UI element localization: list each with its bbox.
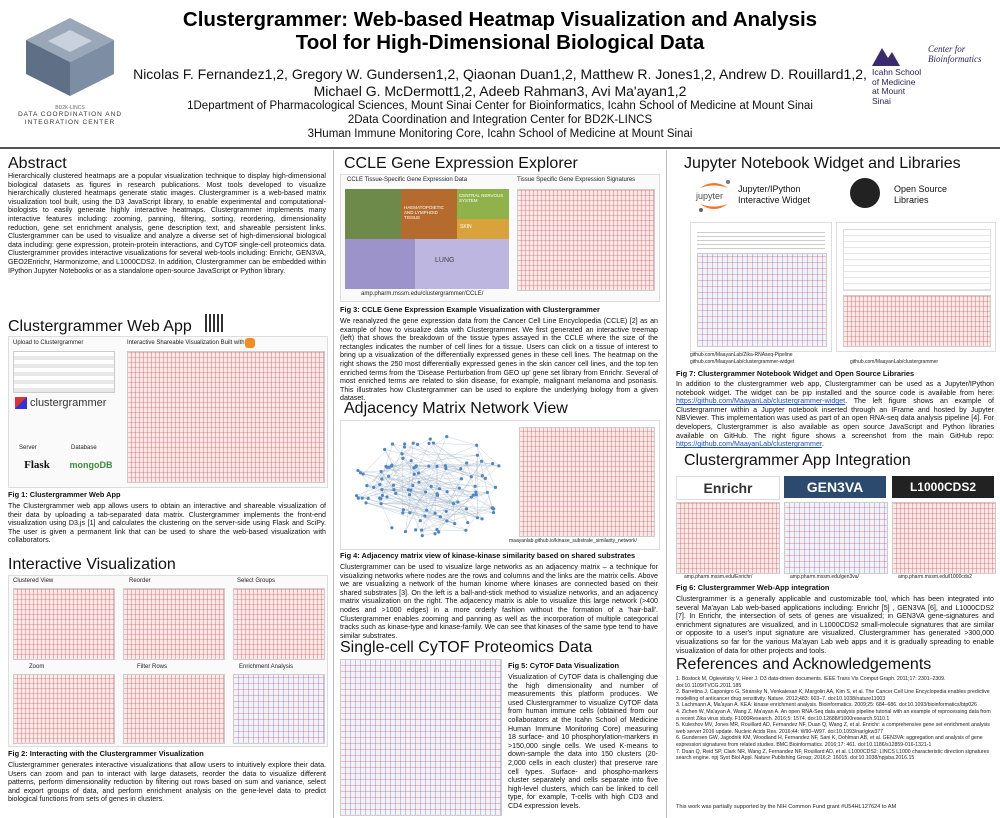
- jupyter-url-3: github.com/MaayanLab/clustergrammer: [850, 359, 939, 365]
- bioinformatics-center: Center for Bioinformatics: [928, 44, 982, 64]
- network-node: [419, 519, 422, 522]
- network-edge: [357, 496, 455, 524]
- integration-text: Clustergrammer is a generally applicable and customizable tool, which has been integrated into several Ma'ayan Lab web-based applications including: Enrichr [5] , GEN3VA [6], and L1000CDS2 [7]. In Enrichr, the intersection of sets of genes are visualized; in GEN3VA gene-signatures and enrichment signatures are visualized, and in L1000CDS2 small-molecule signatures that are similar or opposite to a user's input signature are visualized. Clustergrammer has generated >300,000 visualizations so far for the various Ma'ayan Lab web apps and it is gradually spreading to enable visualization of data for other projects and tools.: [676, 595, 994, 655]
- network-node: [474, 485, 477, 488]
- network-node: [394, 492, 397, 495]
- network-node: [400, 452, 403, 455]
- enrichr-heatmap: [676, 502, 780, 574]
- widget-repo-link[interactable]: https://github.com/MaayanLab/clustergrammer-widget: [676, 397, 846, 406]
- network-node: [380, 477, 383, 480]
- network-edge: [477, 445, 488, 492]
- header-divider: [0, 147, 1000, 149]
- notebook-text-block: [697, 229, 825, 249]
- clustered-view-heatmap: [13, 588, 115, 660]
- ccle-treemap: [345, 189, 509, 289]
- reference-item: 4. Zichen W, Ma'ayan A, Wang Z, Ma'ayan A. An open RNA-Seq data analysis pipeline tutorial with an example of reprocessing data from a recent Zika virus study. F1000Research. 2016;5: 1574. doi:10.12688/f1000research.9110.1: [676, 708, 991, 722]
- cytof-heatmap: [340, 659, 502, 816]
- network-node: [391, 442, 394, 445]
- reference-item: 5. Kuleshov MV, Jones MR, Rouillard AD, Fernandez NF, Duan Q, Wang Z, et al. Enrichr: a comprehensive gene set enrichment analysis web server 2016 update. Nucleic Acids Res. 2016;44: W90–W97. doi:10.1093/nar/gkw377: [676, 722, 990, 735]
- network-edge: [410, 479, 462, 495]
- affiliation-1: 1Department of Pharmacological Sciences, Mount Sinai Center for Bioinformatics, Icahn School of Medicine at Mount Sinai: [187, 100, 813, 112]
- network-node: [411, 484, 414, 487]
- network-node: [410, 459, 413, 462]
- interactive-figure: [8, 575, 328, 747]
- network-node: [446, 490, 449, 493]
- network-node: [415, 464, 418, 467]
- main-repo-link[interactable]: https://github.com/MaayanLab/clustergrammer: [676, 440, 822, 449]
- network-node: [380, 502, 383, 505]
- treemap-tile: [345, 239, 415, 289]
- fig6-caption: Fig 6: Clustergrammer Web-App integration: [676, 583, 830, 592]
- oss-label: Open Source Libraries: [894, 184, 948, 205]
- network-node: [385, 495, 388, 498]
- network-node: [458, 487, 461, 490]
- network-node: [436, 492, 439, 495]
- acknowledgement: This work was partially supported by the NIH Common Fund grant #U54HL127624 to AM: [676, 804, 897, 810]
- network-node: [435, 465, 438, 468]
- network-node: [412, 442, 415, 445]
- webapp-heatmap-thumbnail: [127, 351, 325, 483]
- network-edge: [385, 449, 410, 494]
- network-node: [427, 465, 430, 468]
- network-node: [380, 470, 383, 473]
- network-node: [381, 494, 384, 497]
- network-node: [432, 441, 435, 444]
- column-divider-1: [333, 150, 334, 818]
- network-edge: [402, 454, 477, 456]
- network-node: [372, 486, 375, 489]
- network-node: [484, 477, 487, 480]
- affiliation-2: 2Data Coordination and Integration Center for BD2K-LINCS: [347, 114, 653, 126]
- fig1-caption: Fig 1: Clustergrammer Web App: [8, 490, 121, 499]
- share-label: Interactive Shareable Visualization Built with: [127, 340, 245, 346]
- bd2k-logo: [10, 10, 130, 130]
- bd2k-cube-icon: [10, 10, 130, 100]
- references-list: [676, 676, 994, 762]
- gen3va-url: amp.pharm.mssm.edu/gen3va/: [790, 574, 859, 580]
- fig2-caption: Fig 2: Interacting with the Clustergrammer Visualization: [8, 749, 204, 758]
- fig3-caption: Fig 3: CCLE Gene Expression Example Visualization with Clustergrammer: [340, 305, 600, 314]
- network-node: [492, 511, 495, 514]
- network-node: [439, 515, 442, 518]
- github-octocat-icon: [850, 178, 880, 208]
- jupyter-text: [676, 380, 994, 449]
- reference-item: 7. Duan Q, Reid SP, Clark NR, Wang Z, Fernandez NF, Rouillard AD, et al. L1000CDS2: LINCS L1000 characteristic direction signatures search engine. npj Syst Biol Appl. Nature Publishing Group; 2016;2: 16015. doi:10.1038/npjsba.2016.15: [676, 748, 990, 762]
- treemap-label-skin: SKIN: [460, 224, 472, 230]
- network-node: [445, 510, 448, 513]
- network-node: [392, 488, 395, 491]
- filter-rows-heatmap: [123, 674, 225, 744]
- title-line-1: Clustergrammer: Web-based Heatmap Visualization and Analysis: [182, 8, 818, 31]
- network-node: [427, 442, 430, 445]
- reorder-heatmap: [123, 588, 225, 660]
- authors: [130, 66, 870, 100]
- fig7-caption: Fig 7: Clustergrammer Notebook Widget and Open Source Libraries: [676, 369, 915, 378]
- jupyter-text-c: .: [821, 440, 824, 449]
- network-node: [456, 500, 459, 503]
- network-node: [476, 516, 479, 519]
- adjacency-title: Adjacency Matrix Network View: [344, 400, 568, 417]
- kinase-network-graph: [345, 425, 515, 545]
- repo-heatmap: [843, 295, 991, 347]
- webapp-figure: [8, 336, 328, 488]
- network-node: [387, 475, 390, 478]
- network-node: [444, 464, 447, 467]
- adjacency-matrix-heatmap: [519, 427, 655, 537]
- network-node: [464, 529, 467, 532]
- treemap-tile: [457, 189, 509, 219]
- network-edge: [471, 497, 492, 508]
- mount-sinai-mountain-icon: [872, 44, 900, 66]
- treemap-label-haem: HAEMATOPOIETIC AND LYMPHOID TISSUE: [404, 205, 444, 220]
- l1000cds2-url: amp.pharm.mssm.edu/l1000cds2: [898, 574, 972, 580]
- network-node: [470, 475, 473, 478]
- l1000cds2-logo-text: L1000CDS2: [909, 480, 977, 494]
- network-node: [359, 471, 362, 474]
- adjacency-text: Clustergrammer can be used to visualize large networks as an adjacency matrix – a technique for visualizing networks where nodes are the rows and columns and the links are the matrix cells. Above we are visualizing a network of the human kinome where kinases are connected based on their shared substrates [3]. On the left is a ball-and-stick method to visualize networks, and an adjacency matrix visualization on the right. The adjacency matrix is able to visualize this large network (>400 nodes and >1000 edges) in a more orderly fashion without the formation of a 'hair-ball'. Clustergrammer enables zooming and panning as well as the incorporation of multiple categorical tracks such as kinase-type and kinase-family. We can see that kinases of the same type tend to have similar substrates.: [340, 563, 658, 640]
- network-node: [401, 511, 404, 514]
- network-edge: [402, 439, 430, 454]
- reference-item: 1. Bostock M, Ogievetsky V, Heer J. D3 data-driven documents. IEEE Trans Vis Comput Graph. 2011;17: 2301–2309. doi:10.1109/TVCG.2011.185: [676, 676, 946, 689]
- affiliation-3: 3Human Immune Monitoring Core, Icahn School of Medicine at Mount Sinai: [307, 128, 693, 140]
- network-edge: [374, 487, 455, 523]
- authors-line-2: Michael G. McDermott1,2, Adeeb Rahman3, Avi Ma'ayan1,2: [313, 83, 687, 99]
- reference-item: 2. Barretina J, Caponigro G, Stransky N, Venkatesan K, Margolin AA, Kim S, et al. The Cancer Cell Line Encyclopedia enables predictive modelling of anticancer drug sensitivity. Nature. 2012;483: 603–7. doi:10.1038/nature11003: [676, 689, 990, 702]
- network-node: [383, 448, 386, 451]
- references-title: References and Acknowledgements: [676, 656, 932, 673]
- server-label: Server: [19, 445, 37, 451]
- ccle-title: CCLE Gene Expression Explorer: [344, 155, 578, 172]
- integration-title: Clustergrammer App Integration: [684, 452, 911, 469]
- bd2k-small-label: BD2K-LINCS: [55, 105, 85, 111]
- clustergrammer-logo: [15, 395, 111, 411]
- network-node: [409, 489, 412, 492]
- network-node: [460, 477, 463, 480]
- network-node: [390, 464, 393, 467]
- mongodb-logo: [65, 455, 117, 475]
- network-node: [475, 444, 478, 447]
- interactive-title: Interactive Visualization: [8, 556, 176, 573]
- ccle-text: We reanalyzed the gene expression data from the Cancer Cell Line Encyclopedia (CCLE) [2] as an example of how to visualize data with Clustergrammer. We first generated an interactive treemap (left) that shows the breakdown of the tissue types assayed in the CCLE where the size of the rectangles indicates the number of cell lines for a tissue. Users can click on a tissue of interest to bring up a visualization of the differentially expressed genes in these cell lines. The heatmap on the right shows the 250 most differentially expressed genes in the skin cancer cell lines, and the top ten enriched terms from the 'Disease Perturbation from GEO up' gene set library from Enrichr. Several of most enriched terms are related to skin disease, for example, malignant melanoma and psoriasis. This illustrates how Clustergrammer can be used to explore the underlying biology from a given dataset.: [340, 317, 658, 403]
- network-edge: [433, 443, 495, 487]
- network-node: [421, 534, 424, 537]
- network-edge: [477, 445, 496, 487]
- label-clustered-view: Clustered View: [13, 578, 54, 584]
- network-node: [417, 481, 420, 484]
- network-node: [416, 443, 419, 446]
- network-node: [378, 483, 381, 486]
- network-node: [475, 493, 478, 496]
- mount-sinai-school: Icahn School of Medicine at Mount Sinai: [872, 67, 922, 106]
- network-node: [403, 445, 406, 448]
- zoom-heatmap: [13, 674, 115, 744]
- network-node: [430, 485, 433, 488]
- enrichr-logo-text: Enrichr: [703, 480, 753, 496]
- network-node: [433, 532, 436, 535]
- treemap-tile: [415, 239, 509, 289]
- network-node: [445, 435, 448, 438]
- jupyter-widget-label: Jupyter/IPython Interactive Widget: [738, 184, 811, 205]
- jupyter-title: Jupyter Notebook Widget and Libraries: [684, 155, 961, 172]
- network-node: [408, 493, 411, 496]
- reference-item: 3. Lachmann A, Ma'ayan A. KEA: kinase enrichment analysis. Bioinformatics. 2009;25: 684–686. doi:10.1093/bioinformatics/btp026: [676, 702, 977, 709]
- network-node: [420, 529, 423, 532]
- network-node: [494, 486, 497, 489]
- network-edge: [363, 444, 392, 474]
- network-node: [476, 454, 479, 457]
- jupyter-text-a: In addition to the clustergrammer web app, Clustergrammer can be used as a Jupyter/IPython notebook widget. The widget can be pip installed and the source code is available from here:: [676, 380, 994, 397]
- title-line-2: Tool for High-Dimensional Biological Data: [295, 31, 705, 54]
- mongodb-label: mongoDB: [69, 460, 113, 470]
- jupyter-url-2: github.com/MaayanLab/clustergrammer-widget: [690, 359, 795, 365]
- poster-title: [140, 8, 860, 54]
- network-node: [466, 521, 469, 524]
- network-node: [474, 491, 477, 494]
- network-node: [424, 490, 427, 493]
- label-reorder: Reorder: [129, 578, 151, 584]
- network-node: [390, 526, 393, 529]
- fig4-caption: Fig 4: Adjacency matrix view of kinase-kinase similarity based on shared substrates: [340, 551, 636, 560]
- network-node: [364, 501, 367, 504]
- network-node: [365, 484, 368, 487]
- ccle-left-label: CCLE Tissue-Specific Gene Expression Data: [347, 177, 468, 183]
- repo-file-list: [843, 229, 991, 291]
- network-node: [465, 507, 468, 510]
- network-node: [425, 509, 428, 512]
- label-enrichment: Enrichment Analysis: [239, 664, 294, 670]
- ccle-signature-heatmap: [517, 189, 655, 291]
- treemap-label-lung: LUNG: [435, 257, 455, 264]
- network-edge: [477, 445, 499, 466]
- network-node: [453, 522, 456, 525]
- github-repo-screenshot: [836, 222, 996, 352]
- select-groups-heatmap: [233, 588, 325, 660]
- ccle-figure: [340, 174, 660, 302]
- network-node: [438, 487, 441, 490]
- l1000cds2-logo: [892, 476, 994, 498]
- treemap-tile: [345, 189, 401, 239]
- gen3va-logo-text: GEN3VA: [806, 479, 864, 495]
- treemap-tile: [401, 189, 457, 239]
- ccle-url: amp.pharm.mssm.edu/clustergrammer/CCLE/: [361, 291, 484, 297]
- webapp-text: The Clustergrammer web app allows users to obtain an interactive and shareable visualization of their data by uploading a tab-separated data matrix. Clustergrammer implements the front-end visualization using D3.js [1] and calculates the clustering on the server-side using Flask and SciPy. The user is given a permanent link that can be used to share the web-based visualization with collaborators.: [8, 502, 326, 545]
- network-node: [392, 484, 395, 487]
- ccle-right-label: Tissue Specific Gene Expression Signatures: [517, 177, 636, 183]
- network-node: [472, 493, 475, 496]
- webapp-title: Clustergrammer Web App: [8, 318, 192, 335]
- jupyter-logo-text: jupyter: [696, 191, 724, 201]
- abstract-text: Hierarchically clustered heatmaps are a popular visualization technique to display high-dimensional biological datasets as figures in research publications. Most tools developed to visualize hierarchically clustered heatmaps generate static images. Clustergrammer is a web-based matrix visualization tool built, using the D3 JavaScript library, to enable experimental and computational-biologists to easily generate highly interactive heatmaps. Clustergrammer implements many interactive features including: zooming, panning, filtering, sorting, reordering, dimensionality reduction, gene set enrichment analysis, gene description text, and shareable persistent links. Clustergrammer can be used to visualize and analyze a diverse set of high-dimensional biological data including: gene expression, protein-protein interactions, and CyTOF single-cell proteomics data. Clustergrammer provides interactive visualizations for several web-tools including: Enrichr, GEN3VA, GEO2Enrichr, Harmonizome, and L1000CDS2. In addition, Clustergrammer can be embedded within IPython Jupyter Notebooks or as a standalone open-source JavaScript or Python library.: [8, 172, 326, 275]
- network-node: [417, 471, 420, 474]
- gen3va-heatmap: [784, 502, 888, 574]
- jupyter-logo: [694, 178, 734, 214]
- network-node: [401, 457, 404, 460]
- network-node: [384, 465, 387, 468]
- network-node: [452, 502, 455, 505]
- network-node: [356, 469, 359, 472]
- jupyter-url-1: github.com/MaayanLab/Zika-RNAseq-Pipeline: [690, 352, 793, 358]
- network-node: [486, 491, 489, 494]
- network-edge: [360, 473, 381, 504]
- network-node: [497, 464, 500, 467]
- treemap-tile: [457, 219, 509, 239]
- d3-icon: [245, 338, 255, 348]
- clustergrammer-logo-icon: [15, 397, 27, 409]
- network-node: [414, 528, 417, 531]
- upload-label: Upload to Clustergrammer: [13, 340, 84, 346]
- enrichr-url: amp.pharm.mssm.edu/Enrichr/: [684, 574, 753, 580]
- network-node: [408, 511, 411, 514]
- mount-sinai-logo: [872, 44, 992, 114]
- network-node: [459, 467, 462, 470]
- bd2k-logo-text: DATA COORDINATION AND INTEGRATION CENTER: [17, 111, 123, 126]
- network-node: [355, 494, 358, 497]
- cytof-text: Visualization of CyTOF data is challenging due the high dimensionality and number of measurements this platform produces. We used Clustergrammer to visualize CyTOF data from human immune cells (obtained from our collaborators at the Icahn School of Medicine Human Immune Monitoring Core) measuring 18 surface- and 10 phosphorylation-markers in >150,000 single cells. We used K-means to down-sample the data into 150 clusters (20-2,000 cells in each cluster) that preserve rare cell types. Surface- and phospho-markers cluster separately and cells separate into five high-level clusters, which can be linked to cell type, for example, T-cells with high CD3 and CD4 expression levels.: [508, 673, 658, 810]
- network-node: [433, 511, 436, 514]
- network-node: [435, 528, 438, 531]
- abstract-title: Abstract: [8, 155, 67, 172]
- label-select-groups: Select Groups: [237, 578, 276, 584]
- network-node: [480, 517, 483, 520]
- network-edge: [367, 467, 389, 485]
- network-node: [445, 519, 448, 522]
- jupyter-text-b: . The left figure shows an example of Clustergrammer within a Jupyter notebook inserted through an IFrame and hosted by Jupyter NBViewer. This implementation was used as part of an open RNA-seq data analysis pipeline [4]. For developers, Clustergrammer is also available as open source JavaScript and Python libraries available on GitHub. The right figure shows a screenshot from the main GitHub repo:: [676, 397, 994, 440]
- network-node: [413, 473, 416, 476]
- label-zoom: Zoom: [29, 664, 45, 670]
- treemap-label-cns: CENTRAL NERVOUS SYSTEM: [459, 193, 504, 203]
- network-node: [423, 514, 426, 517]
- network-node: [380, 488, 383, 491]
- qr-code-icon: [205, 314, 223, 332]
- network-node: [403, 442, 406, 445]
- network-edge: [437, 466, 438, 495]
- label-filter-rows: Filter Rows: [137, 664, 168, 670]
- cytof-title: Single-cell CyTOF Proteomics Data: [340, 639, 593, 656]
- network-node: [367, 497, 370, 500]
- column-divider-2: [666, 150, 667, 818]
- network-node: [481, 474, 484, 477]
- fig5-caption: Fig 5: CyTOF Data Visualization: [508, 661, 620, 670]
- adjacency-figure: [340, 420, 660, 550]
- network-node: [480, 460, 483, 463]
- enrichr-logo: [676, 476, 780, 500]
- database-label: Database: [71, 445, 97, 451]
- flask-logo: [15, 455, 59, 475]
- network-node: [491, 506, 494, 509]
- jupyter-notebook-screenshot: [690, 222, 832, 352]
- network-node: [379, 497, 382, 500]
- network-node: [491, 462, 494, 465]
- reference-item: 6. Gundersen GW, Jagodnik KM, Woodland H, Fernandez NF, Sani K, Dohlman AB, et al. GEN3VA: aggregation and analysis of gene expression signatures from related studies. BMC Bioinformatics. 2016;17: 461. doi:10.1186/s12859-016-1321-1: [676, 735, 983, 748]
- affiliations: [130, 99, 870, 141]
- network-node: [361, 497, 364, 500]
- network-node: [465, 461, 468, 464]
- flask-label: Flask: [24, 459, 50, 471]
- gen3va-logo: [784, 476, 886, 498]
- network-node: [402, 508, 405, 511]
- enrichment-heatmap: [233, 674, 325, 744]
- network-node: [429, 437, 432, 440]
- l1000cds2-heatmap: [892, 502, 996, 574]
- authors-line-1: Nicolas F. Fernandez1,2, Gregory W. Gundersen1,2, Qiaonan Duan1,2, Matthew R. Jones1,2, Andrew D. Rouillard1,2,: [133, 66, 867, 82]
- interactive-text: Clustergrammer generates interactive visualizations that allow users to intuitively explore their data. Users can zoom and pan to interact with large datasets, reorder the data to visualize different patterns, perform dimensionality reduction by filtering out rows based on sum and variance, select and export groups of data, and perform enrichment analysis on the gene-level data to predict biological functions from sets of genes in clusters.: [8, 761, 326, 804]
- notebook-heatmap: [697, 253, 827, 347]
- upload-table-thumbnail: [13, 351, 115, 393]
- network-node: [404, 530, 407, 533]
- clustergrammer-logo-text: clustergrammer: [30, 397, 107, 409]
- network-node: [444, 467, 447, 470]
- adjacency-url: maayanlab.github.io/kinase_substrate_similarity_network/: [509, 538, 637, 544]
- network-edge: [439, 461, 482, 532]
